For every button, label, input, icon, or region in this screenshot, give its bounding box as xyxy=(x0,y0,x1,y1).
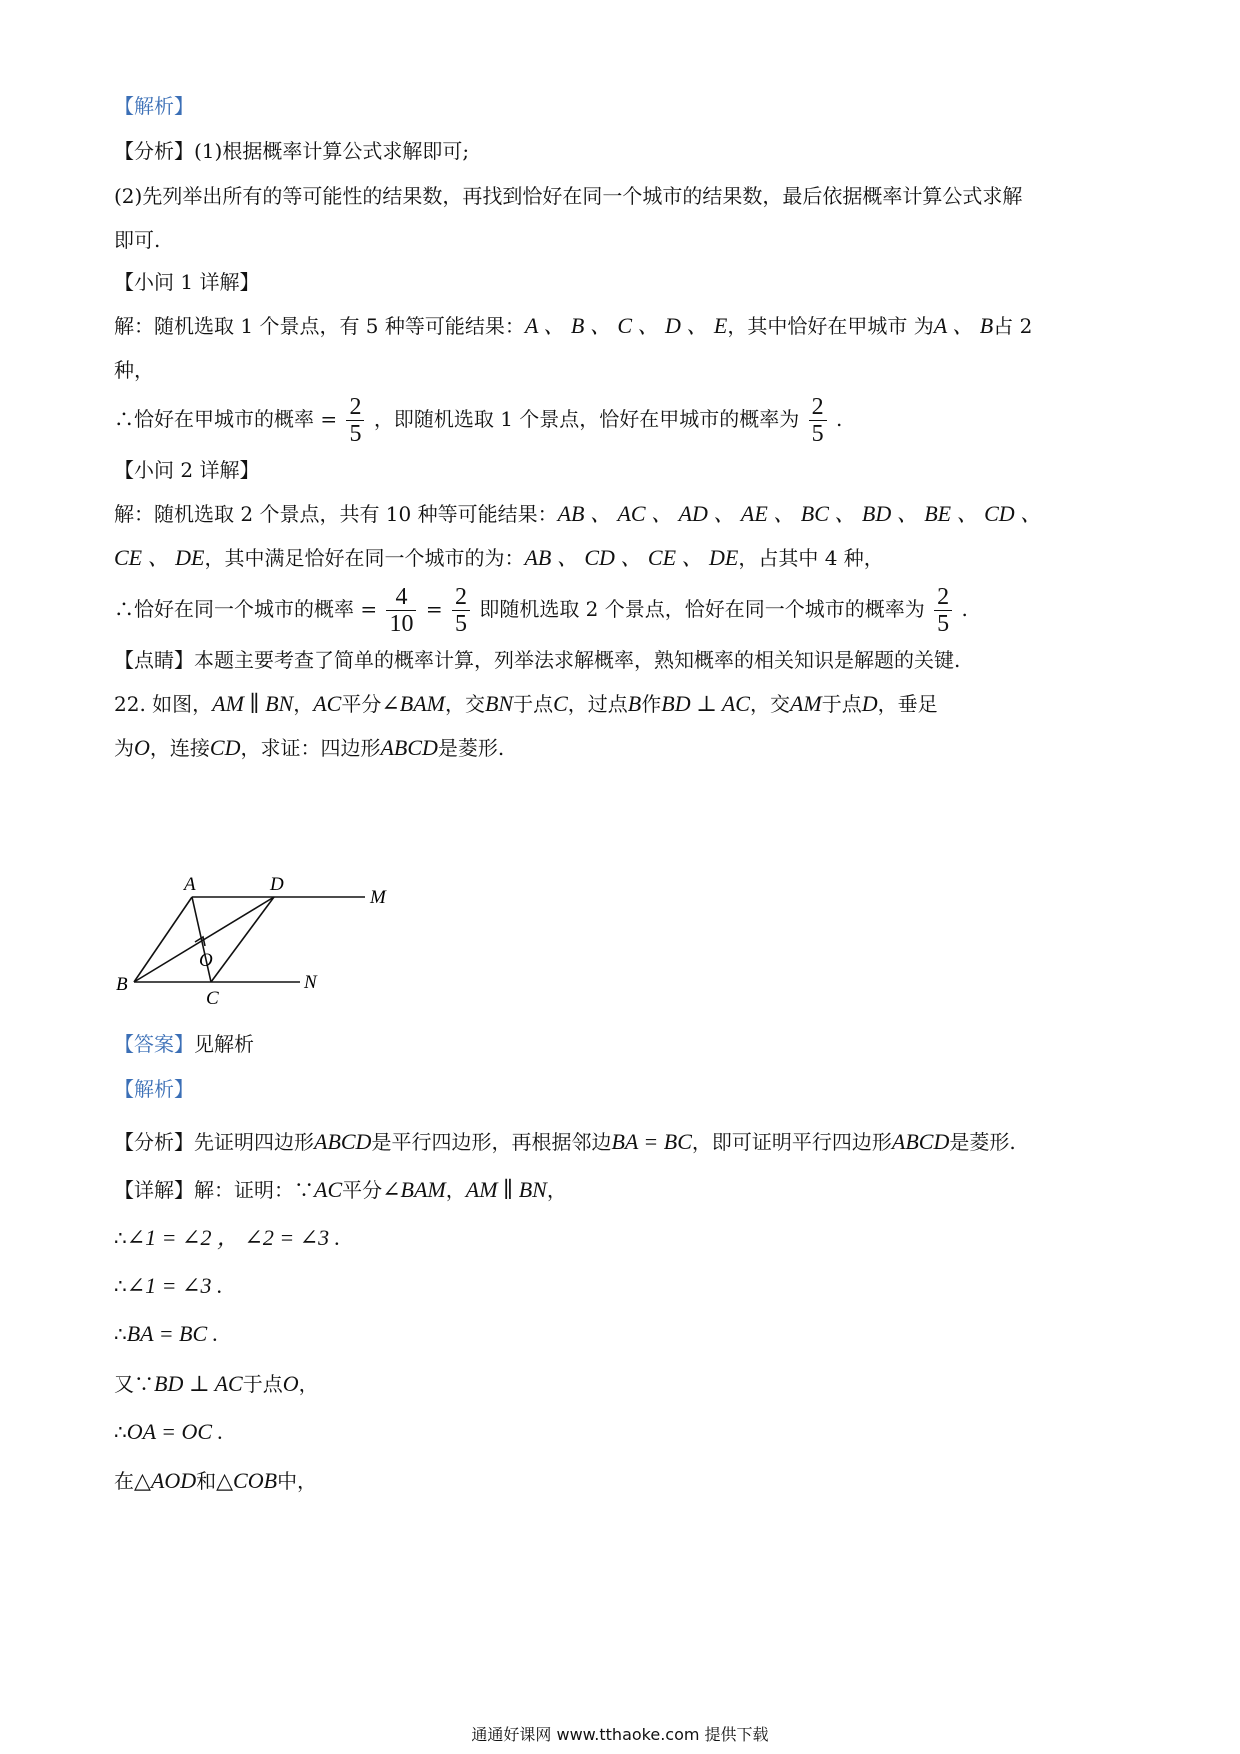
q2-line-1: 解：随机选取 2 个景点，共有 10 种等可能结果：AB 、 AC 、 AD 、 AE 、 BC 、 BD 、 BE 、 CD 、 xyxy=(114,501,1043,526)
q1-line-2: 种， xyxy=(114,358,154,382)
segment-cd xyxy=(211,897,274,982)
q1-line-3: ∴恰好在甲城市的概率 = $\frac{2}{5}$ ，即随机选取 1 个景点，恰好在甲城市的概率为 $\frac{2}{5}$ . xyxy=(114,394,843,447)
proof-step-1: ∴∠1 = ∠2 ， ∠2 = ∠3 . xyxy=(114,1225,341,1250)
label-o: O xyxy=(199,950,213,971)
proof-step-5: ∴OA = OC . xyxy=(114,1419,224,1444)
fraction: $\frac{2}{5}$ xyxy=(934,584,952,637)
label-n: N xyxy=(304,972,317,993)
jiexi-tag: 【解析】 xyxy=(114,94,194,118)
q2-line-2: CE 、 DE，其中满足恰好在同一个城市的为：AB 、 CD 、 CE 、 DE，占其中 4 种， xyxy=(114,545,884,570)
detail-line: 【详解】解：证明：∵AC平分∠BAM，AM ∥ BN， xyxy=(114,1177,567,1202)
problem-22-line-2: 为O，连接CD，求证：四边形ABCD是菱形. xyxy=(114,735,505,760)
label-b: B xyxy=(116,974,128,995)
rhombus-figure xyxy=(110,870,410,1020)
analysis-line-2: (2)先列举出所有的等可能性的结果数，再找到恰好在同一个城市的结果数，最后依据概率计算公式求解 xyxy=(114,184,1023,208)
label-c: C xyxy=(206,988,219,1009)
answer-line: 【答案】见解析 xyxy=(114,1032,254,1056)
proof-step-4: 又∵BD ⊥ AC于点O， xyxy=(114,1371,319,1396)
problem-22-line-1: 22. 如图，AM ∥ BN，AC平分∠BAM，交BN于点C，过点B作BD ⊥ AC，交AM于点D，垂足 xyxy=(114,691,938,716)
fraction: $\frac{2}{5}$ xyxy=(452,584,470,637)
analysis-2-line: 【分析】先证明四边形ABCD是平行四边形，再根据邻边BA = BC，即可证明平行四边形ABCD是菱形. xyxy=(114,1129,1016,1154)
analysis-line-2b: 即可. xyxy=(114,228,161,252)
label-a: A xyxy=(184,874,196,895)
fraction: $\frac{2}{5}$ xyxy=(809,394,827,447)
q1-heading: 【小问 1 详解】 xyxy=(114,270,260,294)
segment-ab xyxy=(134,897,192,982)
fraction: $\frac{2}{5}$ xyxy=(346,394,364,447)
analysis-line-1: 【分析】(1)根据概率计算公式求解即可; xyxy=(114,139,470,163)
q1-line-1: 解：随机选取 1 个景点，有 5 种等可能结果：A 、 B 、 C 、 D 、 E，其中恰好在甲城市 为A 、 B占 2 xyxy=(114,313,1033,338)
q2-line-3: ∴恰好在同一个城市的概率 = $\frac{4}{10}$ = $\frac{2}{5}$ 即随机选取 2 个景点，恰好在同一个城市的概率为 $\frac{2}{5}$ . xyxy=(114,584,968,637)
dianjing-line: 【点睛】本题主要考查了简单的概率计算，列举法求解概率，熟知概率的相关知识是解题的关键. xyxy=(114,648,961,672)
q2-heading: 【小问 2 详解】 xyxy=(114,458,260,482)
jiexi-tag-2: 【解析】 xyxy=(114,1077,194,1101)
proof-step-2: ∴∠1 = ∠3 . xyxy=(114,1273,223,1298)
proof-step-6: 在△AOD和△COB中， xyxy=(114,1468,318,1493)
proof-step-3: ∴BA = BC . xyxy=(114,1321,219,1346)
label-d: D xyxy=(270,874,284,895)
label-m: M xyxy=(370,887,386,908)
page-footer: 通通好课网 www.tthaoke.com 提供下载 xyxy=(471,1725,769,1744)
fraction: $\frac{4}{10}$ xyxy=(386,584,416,637)
